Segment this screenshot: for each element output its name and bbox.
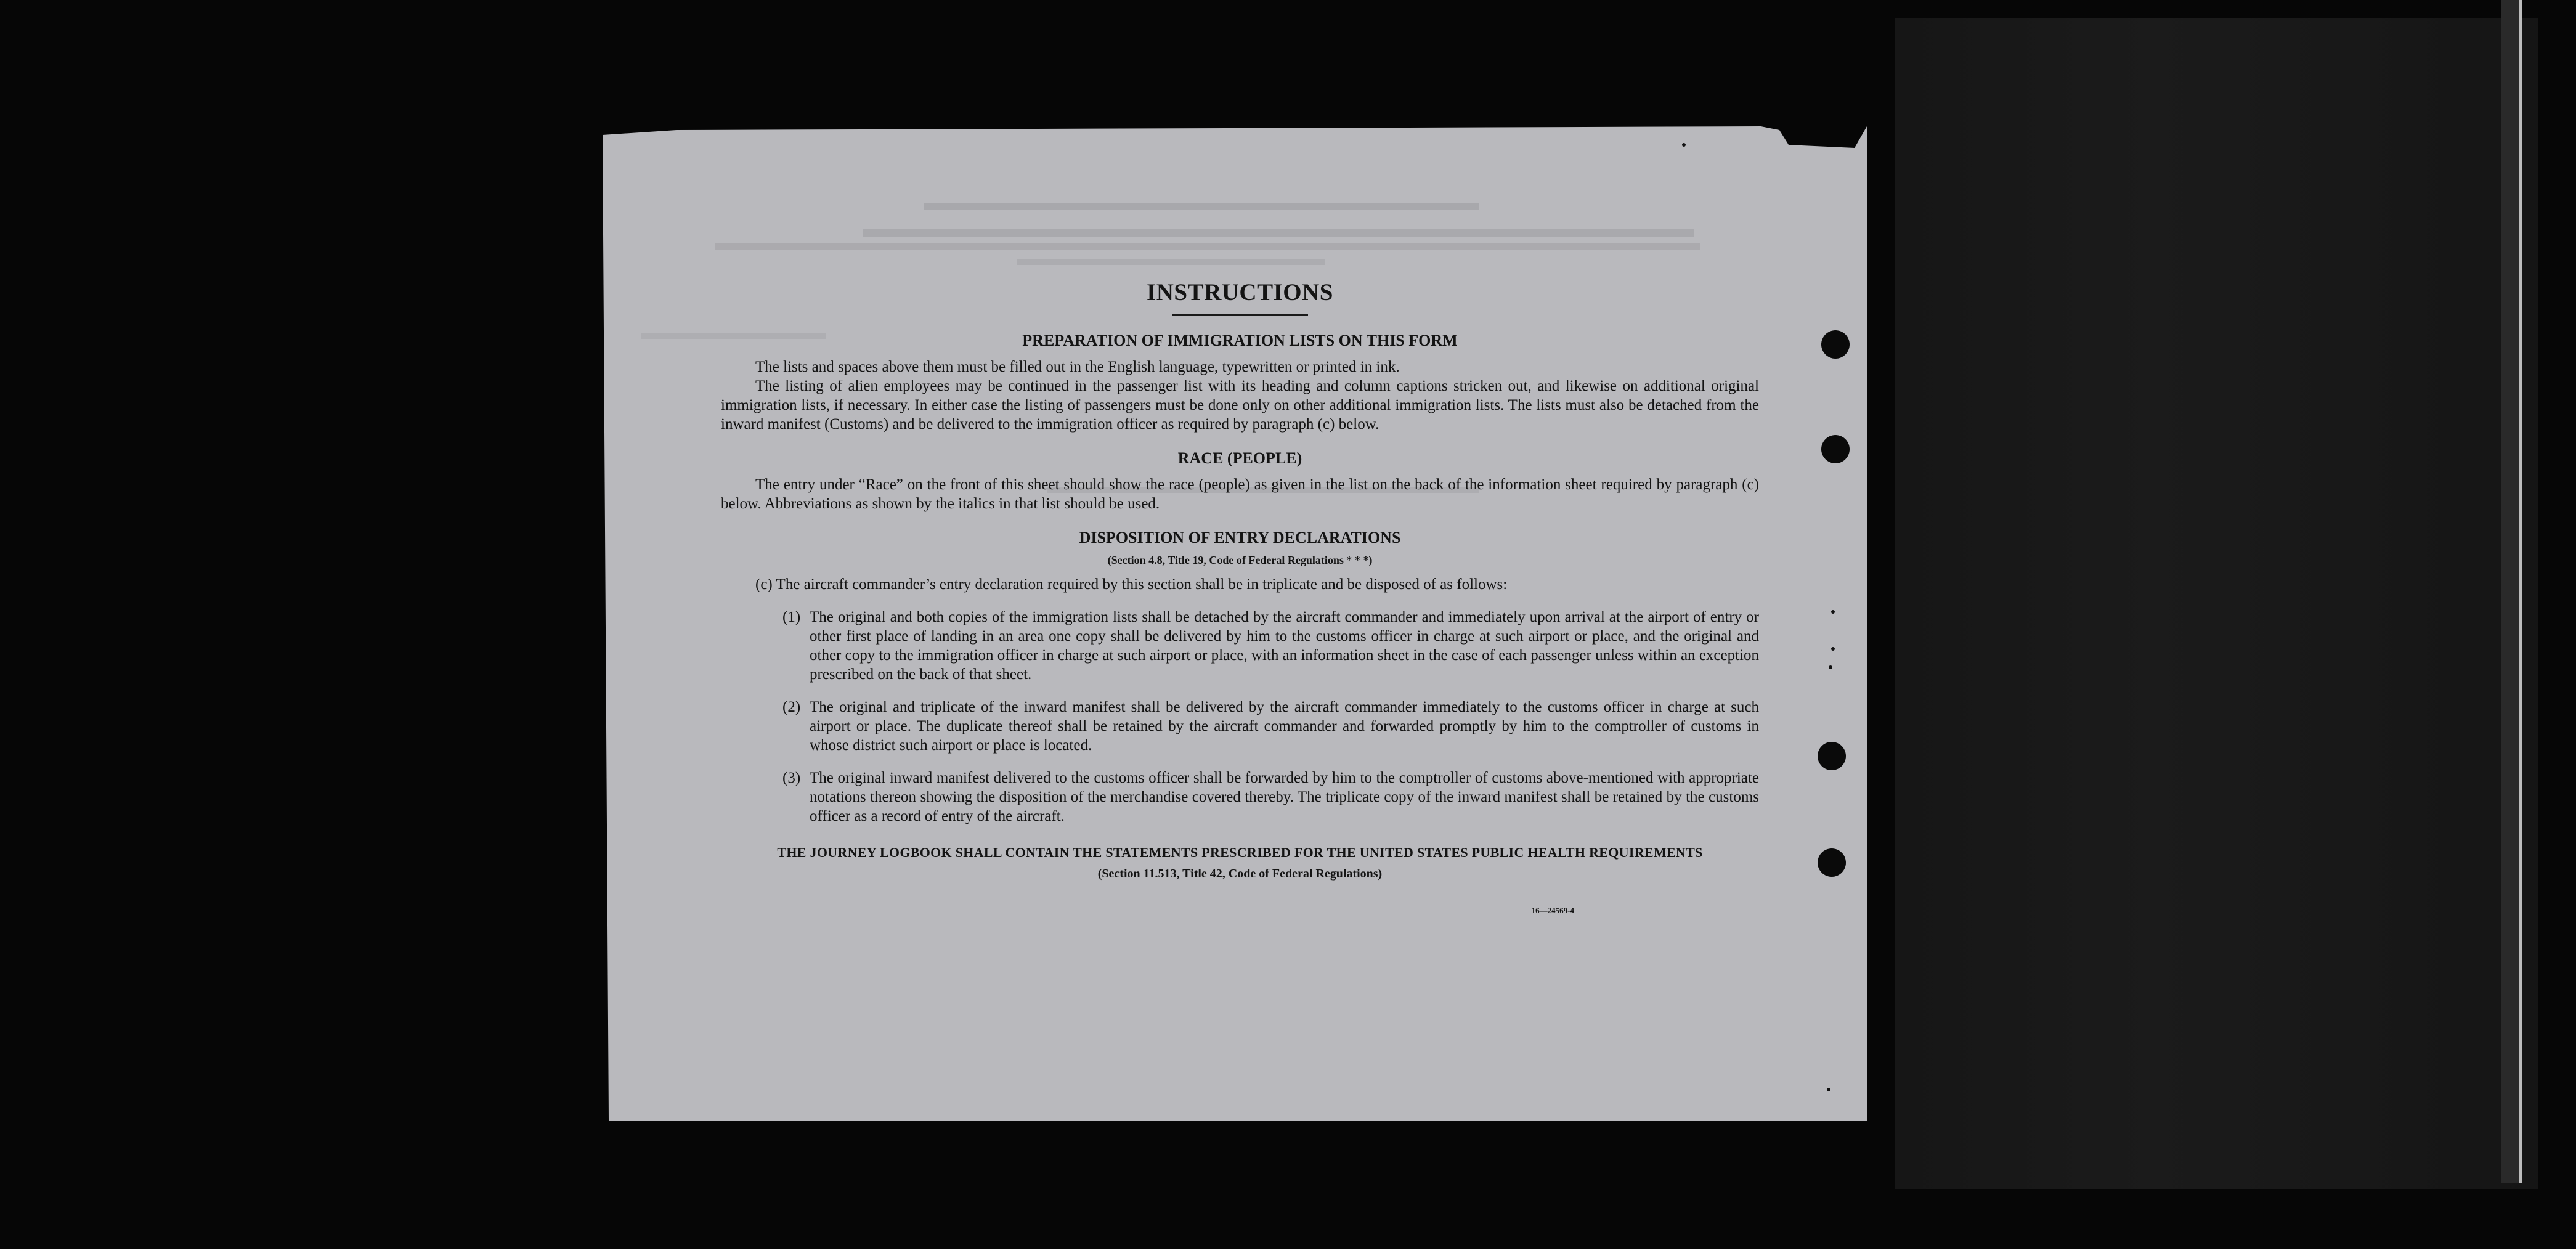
section-heading-race: RACE (PEOPLE): [1177, 449, 1302, 467]
bleed-through-line: [924, 203, 1479, 210]
list-item-text: The original inward manifest delivered to the customs officer shall be forwarded by him to the comptroller of customs above-mentioned with appropriate notations thereon showing the disposition of the merchandise covered thereby. The triplicate copy of the inward manifest shall be retained by the customs officer as a record of entry of the aircraft.: [810, 770, 1759, 824]
list-item: [721, 698, 1759, 755]
document-title: INSTRUCTIONS: [1147, 279, 1333, 306]
paragraph-alien-employees: The listing of alien employees may be continued in the passenger list with its heading and column captions stricken out, and likewise on additional original immigration lists, if necessary. In either case the listing of passengers must be done only on other additional immigration lists. The lists must also be detached from the inward manifest (Customs) and be delivered to the immigration officer as required by paragraph (c) below.: [721, 378, 1759, 433]
bleed-through-line: [715, 243, 1700, 250]
scan-speck: [1682, 143, 1686, 147]
section-heading-preparation: PREPARATION OF IMMIGRATION LISTS ON THIS FORM: [1022, 332, 1458, 349]
adjacent-page-dark: [1895, 18, 2538, 1189]
scan-speck: [1827, 1088, 1830, 1091]
form-number: 16—24569-4: [1531, 906, 1574, 915]
section-citation: (Section 4.8, Title 19, Code of Federal Regulations * * *): [1107, 554, 1373, 566]
list-item: [721, 768, 1759, 826]
list-item-text: The original and both copies of the immigration lists shall be detached by the aircraft commander and immediately upon arrival at the airport of entry or other first place of landing in an area one copy shall be delivered by him to the customs officer in charge at such airport or place, and the original and other copy to the immigration officer in charge at such airport or place, with an information sheet in the case of each passenger unless within an exception prescribed on the back of that sheet.: [810, 609, 1759, 683]
punch-hole: [1821, 435, 1850, 463]
scan-speck: [1831, 647, 1835, 651]
bleed-through-line: [863, 229, 1694, 237]
paragraph-race-entry: The entry under “Race” on the front of this sheet should show the race (people) as given in the list on the back of the information sheet required by paragraph (c) below. Abbreviations as shown by the italics in that list should be used.: [721, 476, 1759, 512]
list-item-number: (3): [782, 770, 801, 786]
list-item-text: The original and triplicate of the inward manifest shall be delivered by the aircraft commander immediately to the customs officer in charge at such airport or place. The duplicate thereof shall be retained by the aircraft commander and forwarded promptly by him to the comptroller of customs in whose district such airport or place is located.: [810, 699, 1759, 754]
punch-hole: [1818, 848, 1846, 877]
health-requirements-notice: THE JOURNEY LOGBOOK SHALL CONTAIN THE STATEMENTS PRESCRIBED FOR THE UNITED STATES PUBLIC HEALTH REQUIREMENTS: [777, 845, 1703, 860]
scan-speck: [1831, 610, 1835, 614]
scan-speck: [1829, 665, 1832, 669]
title-underline: [1172, 314, 1308, 316]
film-edge-line: [2519, 0, 2522, 1183]
health-requirements-citation: (Section 11.513, Title 42, Code of Federal Regulations): [1097, 867, 1383, 881]
paragraph-english-language: The lists and spaces above them must be filled out in the English language, typewritten or printed in ink.: [755, 359, 1400, 375]
punch-hole: [1821, 330, 1850, 359]
spacer: [721, 434, 1759, 449]
bleed-through-line: [1017, 259, 1325, 265]
list-item-number: (2): [782, 699, 801, 715]
film-edge-shade: [2501, 0, 2519, 1183]
spacer: [721, 513, 1759, 528]
punch-hole: [1818, 742, 1846, 770]
list-item: [721, 608, 1759, 684]
list-item-number: (1): [782, 609, 801, 625]
paragraph-entry-declaration-intro: (c) The aircraft commander’s entry declaration required by this section shall be in triplicate and be disposed of as follows:: [755, 576, 1508, 593]
section-heading-disposition: DISPOSITION OF ENTRY DECLARATIONS: [1079, 529, 1401, 547]
document-body: [721, 277, 1759, 920]
